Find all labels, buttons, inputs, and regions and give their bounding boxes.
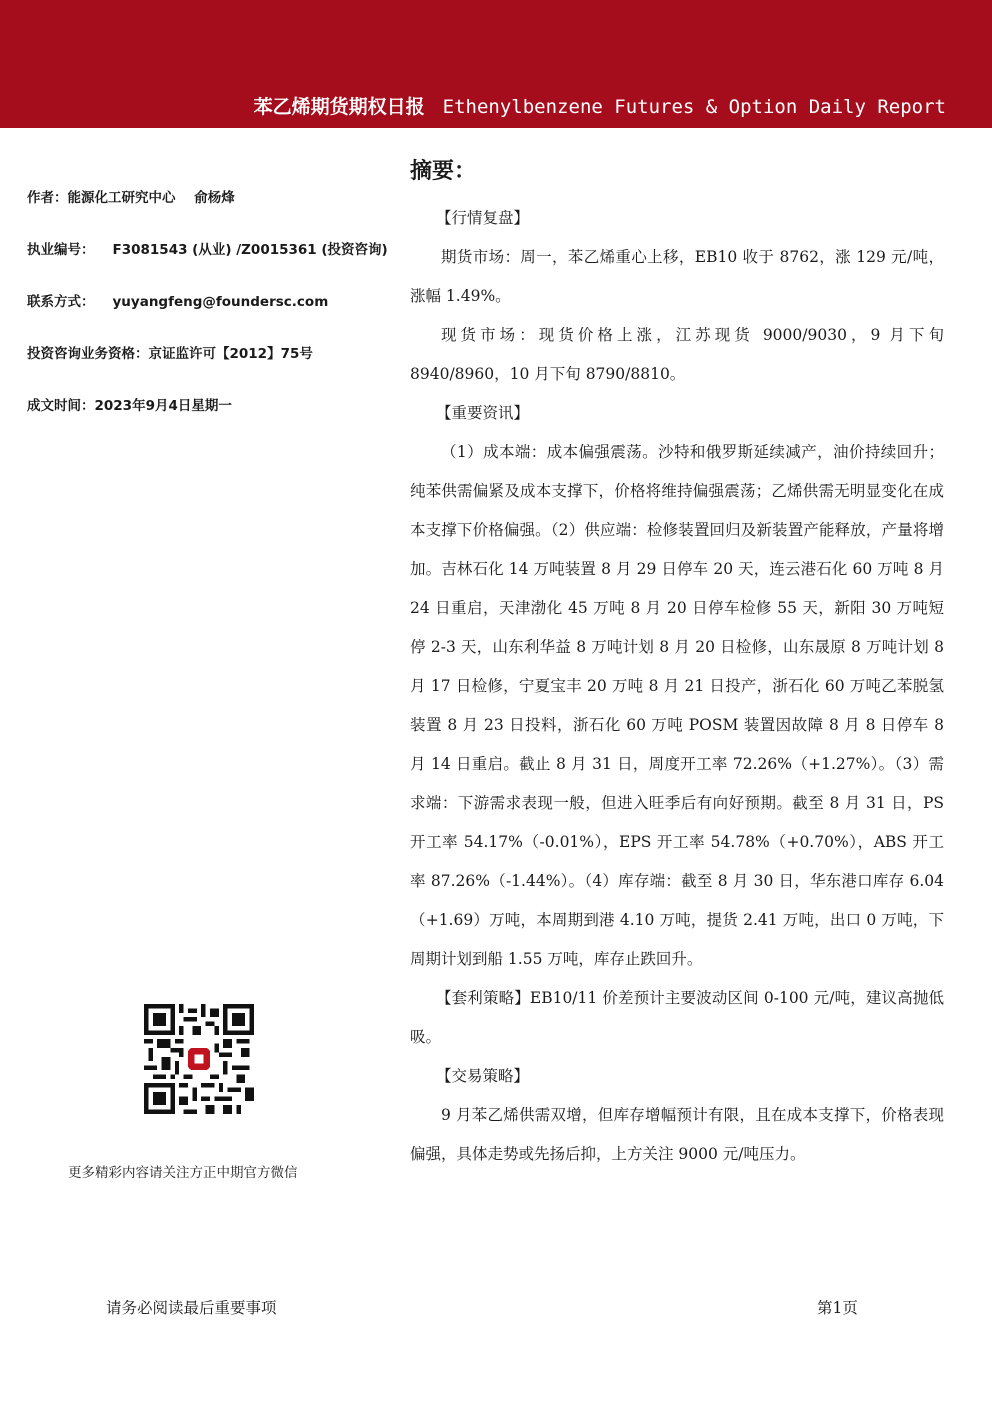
footer-notice: 请务必阅读最后重要事项 bbox=[106, 1299, 277, 1317]
summary-section bbox=[410, 154, 944, 1174]
author-label: 作者： bbox=[27, 190, 68, 206]
page-number: 第1页 bbox=[817, 1299, 858, 1317]
summary-title: 摘要： bbox=[410, 159, 477, 184]
license-label: 执业编号： bbox=[27, 242, 95, 258]
qr-caption: 更多精彩内容请关注方正中期官方微信 bbox=[68, 1165, 298, 1181]
section-heading-trade: 【交易策略】 bbox=[436, 1067, 530, 1085]
report-title-en: Ethenylbenzene Futures & Option Daily Report bbox=[442, 96, 946, 118]
header-banner bbox=[0, 0, 992, 128]
qualification-label: 投资咨询业务资格： bbox=[27, 346, 149, 362]
license-value: F3081543 (从业) /Z0015361 (投资咨询) bbox=[112, 242, 388, 258]
license-row bbox=[27, 238, 387, 290]
date-label: 成文时间： bbox=[27, 398, 95, 414]
date-row bbox=[27, 394, 387, 446]
spot-market-paragraph: 现货市场：现货价格上涨，江苏现货 9000/9030，9 月下旬 8940/8960，10 月下旬 8790/8810。 bbox=[410, 326, 944, 383]
qr-code-icon bbox=[144, 1004, 254, 1114]
report-title-cn: 苯乙烯期货期权日报 bbox=[253, 96, 425, 118]
author-row bbox=[27, 186, 387, 238]
author-value: 能源化工研究中心 俞杨烽 bbox=[67, 190, 235, 206]
summary-body bbox=[410, 199, 944, 1174]
contact-row bbox=[27, 290, 387, 342]
news-paragraph: （1）成本端：成本偏强震荡。沙特和俄罗斯延续减产，油价持续回升；纯苯供需偏紧及成本支撑下，价格将维持偏强震荡；乙烯供需无明显变化在成本支撑下价格偏强。（2）供应端：检修装置回归及新装置产能释放，产量将增加。吉林石化 14 万吨装置 8 月 29 日停车 20 天，连云港石化 60 万吨 8 月 24 日重启，天津渤化 45 万吨 8 月 20 日停车检修 55 天，新阳 30 万吨短停 2-3 天，山东利华益 8 万吨计划 8 月 20 日检修，山东晟原 8 万吨计划 8 月 17 日检修，宁夏宝丰 20 万吨 8 月 21 日投产，浙石化 60 万吨乙苯脱氢装置 8 月 23 日投料，浙石化 60 万吨 POSM 装置因故障 8 月 8 日停车 8 月 14 日重启。截止 8 月 31 日，周度开工率 72.26%（+1.27%）。（3）需求端：下游需求表现一般，但进入旺季后有向好预期。截至 8 月 31 日，PS 开工率 54.17%（-0.01%），EPS 开工率 54.78%（+0.70%），ABS 开工率 87.26%（-1.44%）。（4）库存端：截至 8 月 30 日，华东港口库存 6.04（+1.69）万吨，本周期到港 4.10 万吨，提货 2.41 万吨，出口 0 万吨，下周期计划到船 1.55 万吨，库存止跌回升。 bbox=[410, 443, 944, 968]
qualification-row bbox=[27, 342, 387, 394]
section-heading-review: 【行情复盘】 bbox=[436, 209, 530, 227]
trade-strategy-paragraph: 9 月苯乙烯供需双增，但库存增幅预计有限，且在成本支撑下，价格表现偏强，具体走势或先扬后抑，上方关注 9000 元/吨压力。 bbox=[410, 1106, 944, 1163]
author-info-panel bbox=[27, 186, 387, 446]
contact-email[interactable]: yuyangfeng@foundersc.com bbox=[112, 294, 329, 310]
arbitrage-paragraph: 【套利策略】EB10/11 价差预计主要波动区间 0-100 元/吨，建议高抛低吸。 bbox=[410, 989, 944, 1046]
futures-market-paragraph: 期货市场：周一，苯乙烯重心上移，EB10 收于 8762，涨 129 元/吨，涨幅 1.49%。 bbox=[410, 248, 944, 305]
date-value: 2023年9月4日星期一 bbox=[94, 398, 232, 414]
report-title bbox=[254, 92, 946, 119]
contact-label: 联系方式： bbox=[27, 294, 95, 310]
qualification-value: 京证监许可【2012】75号 bbox=[148, 346, 313, 362]
section-heading-news: 【重要资讯】 bbox=[436, 404, 530, 422]
